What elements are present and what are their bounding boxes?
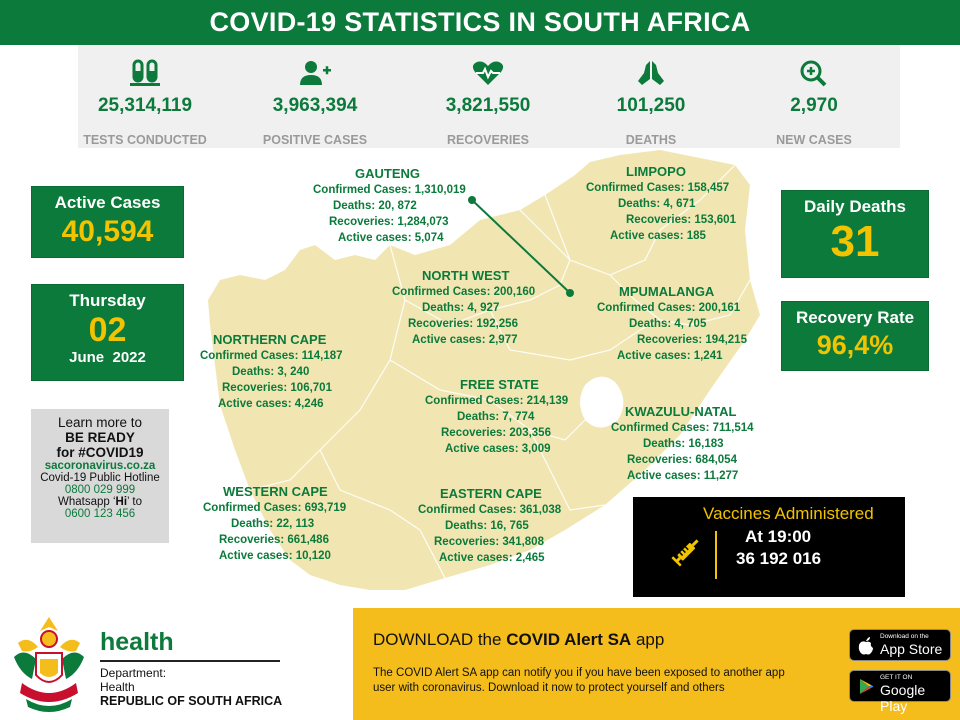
province-recoveries: Recoveries: 106,701 — [222, 382, 332, 394]
department-logo-block — [0, 608, 350, 720]
province-recoveries: Recoveries: 194,215 — [637, 334, 747, 346]
province-recoveries: Recoveries: 341,808 — [434, 536, 544, 548]
learn-more-box — [31, 409, 169, 543]
hotline-number: 0800 029 999 — [64, 484, 136, 496]
province-deaths: Deaths: 16, 765 — [445, 520, 529, 532]
province-recoveries: Recoveries: 1,284,073 — [329, 216, 449, 228]
stats-strip — [78, 45, 900, 148]
stat-value: 2,970 — [790, 95, 838, 116]
province-confirmed: Confirmed Cases: 361,038 — [418, 504, 562, 516]
province-recoveries: Recoveries: 192,256 — [408, 318, 518, 330]
province-recoveries: Recoveries: 661,486 — [219, 534, 329, 546]
stat-recoveries — [403, 45, 573, 147]
province-name: GAUTENG — [355, 166, 420, 181]
download-banner — [353, 608, 960, 720]
stat-label: RECOVERIES — [447, 133, 529, 147]
province-recoveries: Recoveries: 203,356 — [441, 427, 551, 439]
province-name: KWAZULU-NATAL — [625, 404, 737, 419]
dept-line1: Department: — [100, 666, 167, 680]
stat-new-cases — [729, 45, 899, 147]
province-kwazulu-natal — [611, 404, 754, 484]
province-deaths: Deaths: 22, 113 — [231, 518, 315, 530]
dept-line2: Health — [100, 680, 135, 694]
province-confirmed: Confirmed Cases: 158,457 — [586, 182, 730, 194]
province-active: Active cases: 185 — [610, 230, 706, 242]
province-recoveries: Recoveries: 153,601 — [626, 214, 736, 226]
province-name: LIMPOPO — [626, 164, 686, 179]
active-cases-box — [31, 186, 184, 258]
province-western-cape — [203, 484, 346, 564]
test-tubes-icon — [128, 59, 162, 87]
date-weekday: Thursday — [69, 291, 146, 310]
whatsapp-suffix: ’ to — [127, 496, 142, 508]
recovery-rate-value: 96,4% — [816, 330, 894, 360]
province-northern-cape — [200, 332, 343, 412]
app-store-button[interactable] — [849, 629, 951, 661]
recovery-rate-label: Recovery Rate — [795, 308, 915, 327]
province-eastern-cape — [418, 486, 561, 566]
active-cases-value: 40,594 — [61, 215, 154, 248]
app-store-small-text: Download on the — [880, 633, 929, 640]
download-suffix: app — [631, 630, 665, 649]
province-free-state — [425, 377, 568, 457]
province-active: Active cases: 5,074 — [338, 232, 444, 244]
download-heading — [373, 630, 664, 650]
province-recoveries: Recoveries: 684,054 — [627, 454, 737, 466]
whatsapp-prefix: Whatsapp ‘ — [58, 496, 116, 508]
page-title: COVID-19 STATISTICS IN SOUTH AFRICA — [0, 0, 960, 45]
whatsapp-number: 0600 123 456 — [64, 508, 136, 520]
province-name: EASTERN CAPE — [440, 486, 542, 501]
download-description: The COVID Alert SA app can notify you if you have been exposed to another app user with coronavirus. Download it now to protect yourself and others — [373, 667, 785, 694]
stat-label: DEATHS — [625, 133, 677, 147]
stat-value: 3,821,550 — [445, 95, 531, 116]
daily-deaths-value: 31 — [830, 217, 880, 266]
stat-value: 3,963,394 — [272, 95, 358, 116]
date-month-year: June 2022 — [69, 349, 146, 366]
province-deaths: Deaths: 4, 927 — [422, 302, 500, 314]
stat-value: 101,250 — [616, 95, 686, 116]
whatsapp-line — [31, 496, 169, 508]
province-name: NORTH WEST — [422, 268, 510, 283]
province-active: Active cases: 1,241 — [617, 350, 723, 362]
province-active: Active cases: 11,277 — [627, 470, 739, 482]
praying-hands-icon — [634, 59, 668, 87]
learn-line2: BE READY — [65, 430, 135, 445]
recovery-rate-box — [781, 301, 929, 371]
stat-positive — [230, 45, 400, 147]
dept-health-wordmark: health — [100, 628, 174, 656]
province-mpumalanga — [597, 284, 747, 364]
vaccines-divider — [715, 531, 717, 579]
google-play-button[interactable] — [849, 670, 951, 714]
province-active: Active cases: 2,977 — [412, 334, 518, 346]
heartbeat-icon — [471, 59, 505, 87]
google-play-icon — [859, 678, 874, 695]
province-gauteng — [313, 166, 466, 246]
province-confirmed: Confirmed Cases: 693,719 — [203, 502, 347, 514]
daily-deaths-box — [781, 190, 929, 278]
province-north-west — [392, 268, 535, 348]
province-name: NORTHERN CAPE — [213, 332, 327, 347]
stat-label: POSITIVE CASES — [262, 133, 368, 147]
province-active: Active cases: 4,246 — [218, 398, 324, 410]
province-name: WESTERN CAPE — [223, 484, 328, 499]
google-play-small-text: GET IT ON — [880, 674, 913, 681]
dept-line3: REPUBLIC OF SOUTH AFRICA — [100, 694, 283, 708]
learn-line3: for #COVID19 — [56, 445, 144, 460]
province-confirmed: Confirmed Cases: 200,161 — [597, 302, 741, 314]
stat-deaths — [566, 45, 736, 147]
download-prefix: DOWNLOAD the — [373, 630, 507, 649]
province-deaths: Deaths: 4, 671 — [618, 198, 696, 210]
date-day: 02 — [88, 311, 127, 349]
vaccines-box — [633, 497, 905, 597]
province-active: Active cases: 2,465 — [439, 552, 545, 564]
province-confirmed: Confirmed Cases: 1,310,019 — [313, 184, 466, 196]
whatsapp-word: Hi — [115, 496, 128, 508]
province-confirmed: Confirmed Cases: 214,139 — [425, 395, 569, 407]
province-confirmed: Confirmed Cases: 114,187 — [200, 350, 343, 362]
vaccines-title: Vaccines Administered — [703, 504, 874, 523]
stat-label: NEW CASES — [776, 133, 852, 147]
province-confirmed: Confirmed Cases: 200,160 — [392, 286, 536, 298]
add-user-icon — [298, 59, 332, 87]
stat-value: 25,314,119 — [97, 95, 193, 116]
zoom-plus-icon — [797, 59, 831, 87]
province-name: MPUMALANGA — [619, 284, 715, 299]
vaccines-count: 36 192 016 — [736, 549, 822, 568]
province-active: Active cases: 3,009 — [445, 443, 551, 455]
province-deaths: Deaths: 3, 240 — [232, 366, 310, 378]
province-deaths: Deaths: 20, 872 — [333, 200, 417, 212]
syringe-icon — [669, 533, 705, 569]
province-active: Active cases: 10,120 — [219, 550, 331, 562]
stat-tests — [60, 45, 230, 147]
app-store-big-text: App Store — [880, 641, 943, 657]
daily-deaths-label: Daily Deaths — [803, 197, 907, 216]
province-name: FREE STATE — [460, 377, 539, 392]
coat-of-arms-icon — [8, 613, 90, 715]
hotline-label: Covid-19 Public Hotline — [40, 472, 160, 484]
province-limpopo — [586, 164, 736, 244]
download-app-name: COVID Alert SA — [506, 630, 632, 649]
apple-icon — [858, 636, 874, 655]
active-cases-label: Active Cases — [54, 193, 161, 212]
learn-line1: Learn more to — [57, 415, 143, 430]
stat-label: TESTS CONDUCTED — [83, 133, 207, 147]
date-box — [31, 284, 184, 381]
google-play-big-text: Google Play — [880, 682, 926, 714]
province-deaths: Deaths: 7, 774 — [457, 411, 535, 423]
province-confirmed: Confirmed Cases: 711,514 — [611, 422, 754, 434]
province-deaths: Deaths: 4, 705 — [629, 318, 707, 330]
website-link[interactable]: sacoronavirus.co.za — [44, 460, 156, 472]
vaccines-time: At 19:00 — [745, 527, 812, 546]
dept-divider — [100, 660, 280, 662]
province-deaths: Deaths: 16,183 — [643, 438, 724, 450]
